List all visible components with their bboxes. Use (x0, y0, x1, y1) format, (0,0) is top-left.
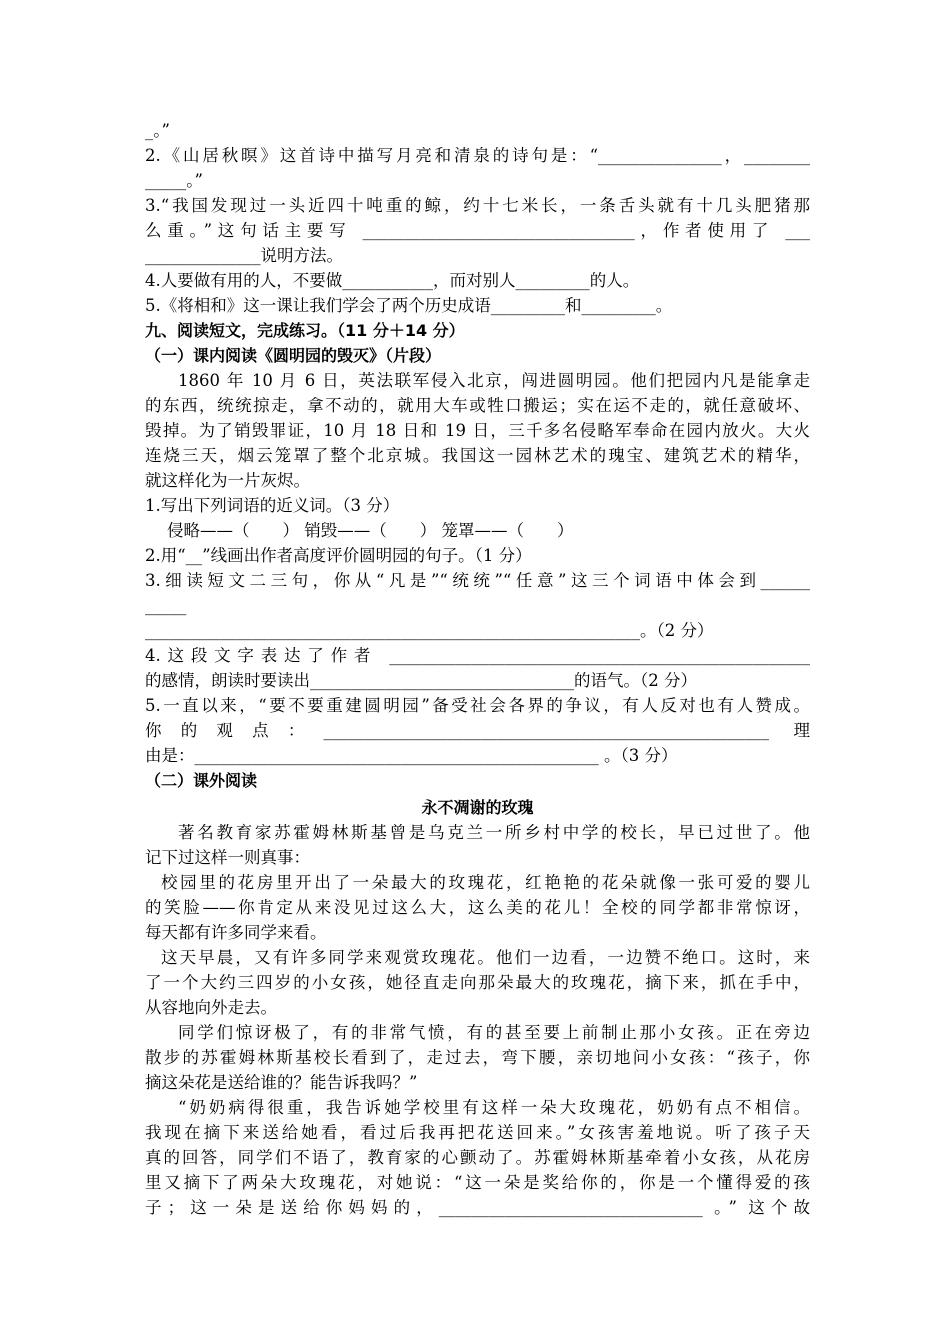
question-line: 的感情，朗读时要读出________________________________的语气。（2 分） (145, 671, 697, 690)
text-line: _____。” (145, 171, 203, 190)
story-line: 真的回答，同学们不语了，教育家的心颤动了。苏霍姆林斯基牵着小女孩，从花房 (145, 1148, 810, 1167)
story-line: 这天早晨，又有许多同学来观赏玫瑰花。他们一边看，一边赞不绝口。这时，来 (161, 948, 810, 967)
question-line: 由是：_________________________________________________ 。（3 分） (145, 746, 678, 765)
story-line: 我现在摘下来送给她看，看过后我再把花送回来。”女孩害羞地说。听了孩子天 (145, 1123, 810, 1142)
passage-line: 的东西，统统掠走，拿不动的，就用大车或牲口搬运；实在运不走的，就任意破坏、 (145, 396, 810, 415)
story-line: 了一个大约三四岁的小女孩，她径直走向那朵最大的玫瑰花，摘下来，抓在手中， (145, 973, 810, 992)
part-heading: （一）课内阅读《圆明园的毁灭》（片段） (145, 346, 442, 365)
question-line: 5.一直以来，“要不要重建圆明园”备受社会各界的争议，有人反对也有人赞成。 (145, 696, 810, 715)
question-line: 4.这段文字表达了作者 ___________________________________________________ (145, 646, 810, 665)
text-line: 么重。”这句话主要写 _________________________________，作者使用了 ___ (145, 221, 810, 240)
story-line: 记下过这样一则真事： (145, 848, 310, 867)
story-line: 的笑脸——你肯定从来没见过这么大，这么美的花儿！全校的同学都非常惊讶， (145, 898, 810, 917)
story (145, 820, 810, 1220)
story-line: 每天都有许多同学来看。 (145, 923, 327, 942)
text-line: _。” (145, 121, 170, 140)
question-line: 3.细读短文二三句，你从“凡是”“统统”“任意”这三个词语中体会到______ (145, 571, 810, 590)
story-line: 著名教育家苏霍姆林斯基曾是乌克兰一所乡村中学的校长，早已过世了。他 (178, 823, 810, 842)
story-line: 校园里的花房里开出了一朵最大的玫瑰花，红艳艳的花朵就像一张可爱的婴儿 (161, 873, 810, 892)
question-line: 侵略——（ ） 销毁——（ ） 笼罩——（ ） (167, 521, 574, 540)
story-line: 散步的苏霍姆林斯基校长看到了，走过去，弯下腰，亲切地问小女孩：“孩子，你 (145, 1048, 810, 1067)
passage-line: 1860 年 10 月 6 日，英法联军侵入北京，闯进圆明园。他们把园内凡是能拿走 (178, 371, 810, 390)
question-line: 你的观点：______________________________________________________ 理 (145, 721, 810, 740)
question-line: 1.写出下列词语的近义词。（3 分） (145, 496, 400, 515)
passage-line: 连烧三天，烟云笼罩了整个北京城。我国这一园林艺术的瑰宝、建筑艺术的精华， (145, 446, 810, 465)
passage-line: 就这样化为一片灰烬。 (145, 471, 310, 490)
story-line: 同学们惊讶极了，有的非常气愤，有的甚至要上前制止那小女孩。正在旁边 (178, 1023, 810, 1042)
question-line: _____ (145, 596, 187, 615)
question-line: 2.用“__”线画出作者高度评价圆明园的句子。（1 分） (145, 546, 532, 565)
question-line: ____________________________________________________________。（2 分） (145, 621, 714, 640)
text-line: 3.“我国发现过一头近四十吨重的鲸，约十七米长，一条舌头就有十几头肥猪那 (145, 196, 810, 215)
section-heading: 九、阅读短文，完成练习。（11 分＋14 分） (145, 321, 465, 340)
passage (145, 368, 810, 493)
text-line: ______________说明方法。 (145, 246, 343, 265)
part-heading: （二）课外阅读 (145, 771, 258, 790)
story-title: 永不凋谢的玫瑰 (421, 798, 534, 817)
story-line: 子；这一朵是送给你妈妈的，________________________________ 。” 这个故 (145, 1198, 810, 1217)
text-line: 4.人要做有用的人，不要做___________，而对别人_________的人。 (145, 271, 640, 290)
questions (145, 493, 810, 768)
story-line: 从容地向外走去。 (145, 998, 277, 1017)
text-line: 5.《将相和》这一课让我们学会了两个历史成语_________和_________。 (145, 296, 673, 315)
story-line: “奶奶病得很重，我告诉她学校里有这样一朵大玫瑰花，奶奶有点不相信。 (178, 1098, 810, 1117)
text-line: 2.《山居秋暝》这首诗中描写月亮和清泉的诗句是：“_______________，________ (145, 146, 810, 165)
story-line: 摘这朵花是送给谁的？能告诉我吗？” (145, 1073, 418, 1092)
story-line: 里又摘下了两朵大玫瑰花，对她说：“这一朵是奖给你的，你是一个懂得爱的孩 (145, 1173, 810, 1192)
passage-line: 毁掉。为了销毁罪证，10 月 18 日和 19 日，三千多名侵略军奉命在园内放火。大火 (145, 421, 810, 440)
